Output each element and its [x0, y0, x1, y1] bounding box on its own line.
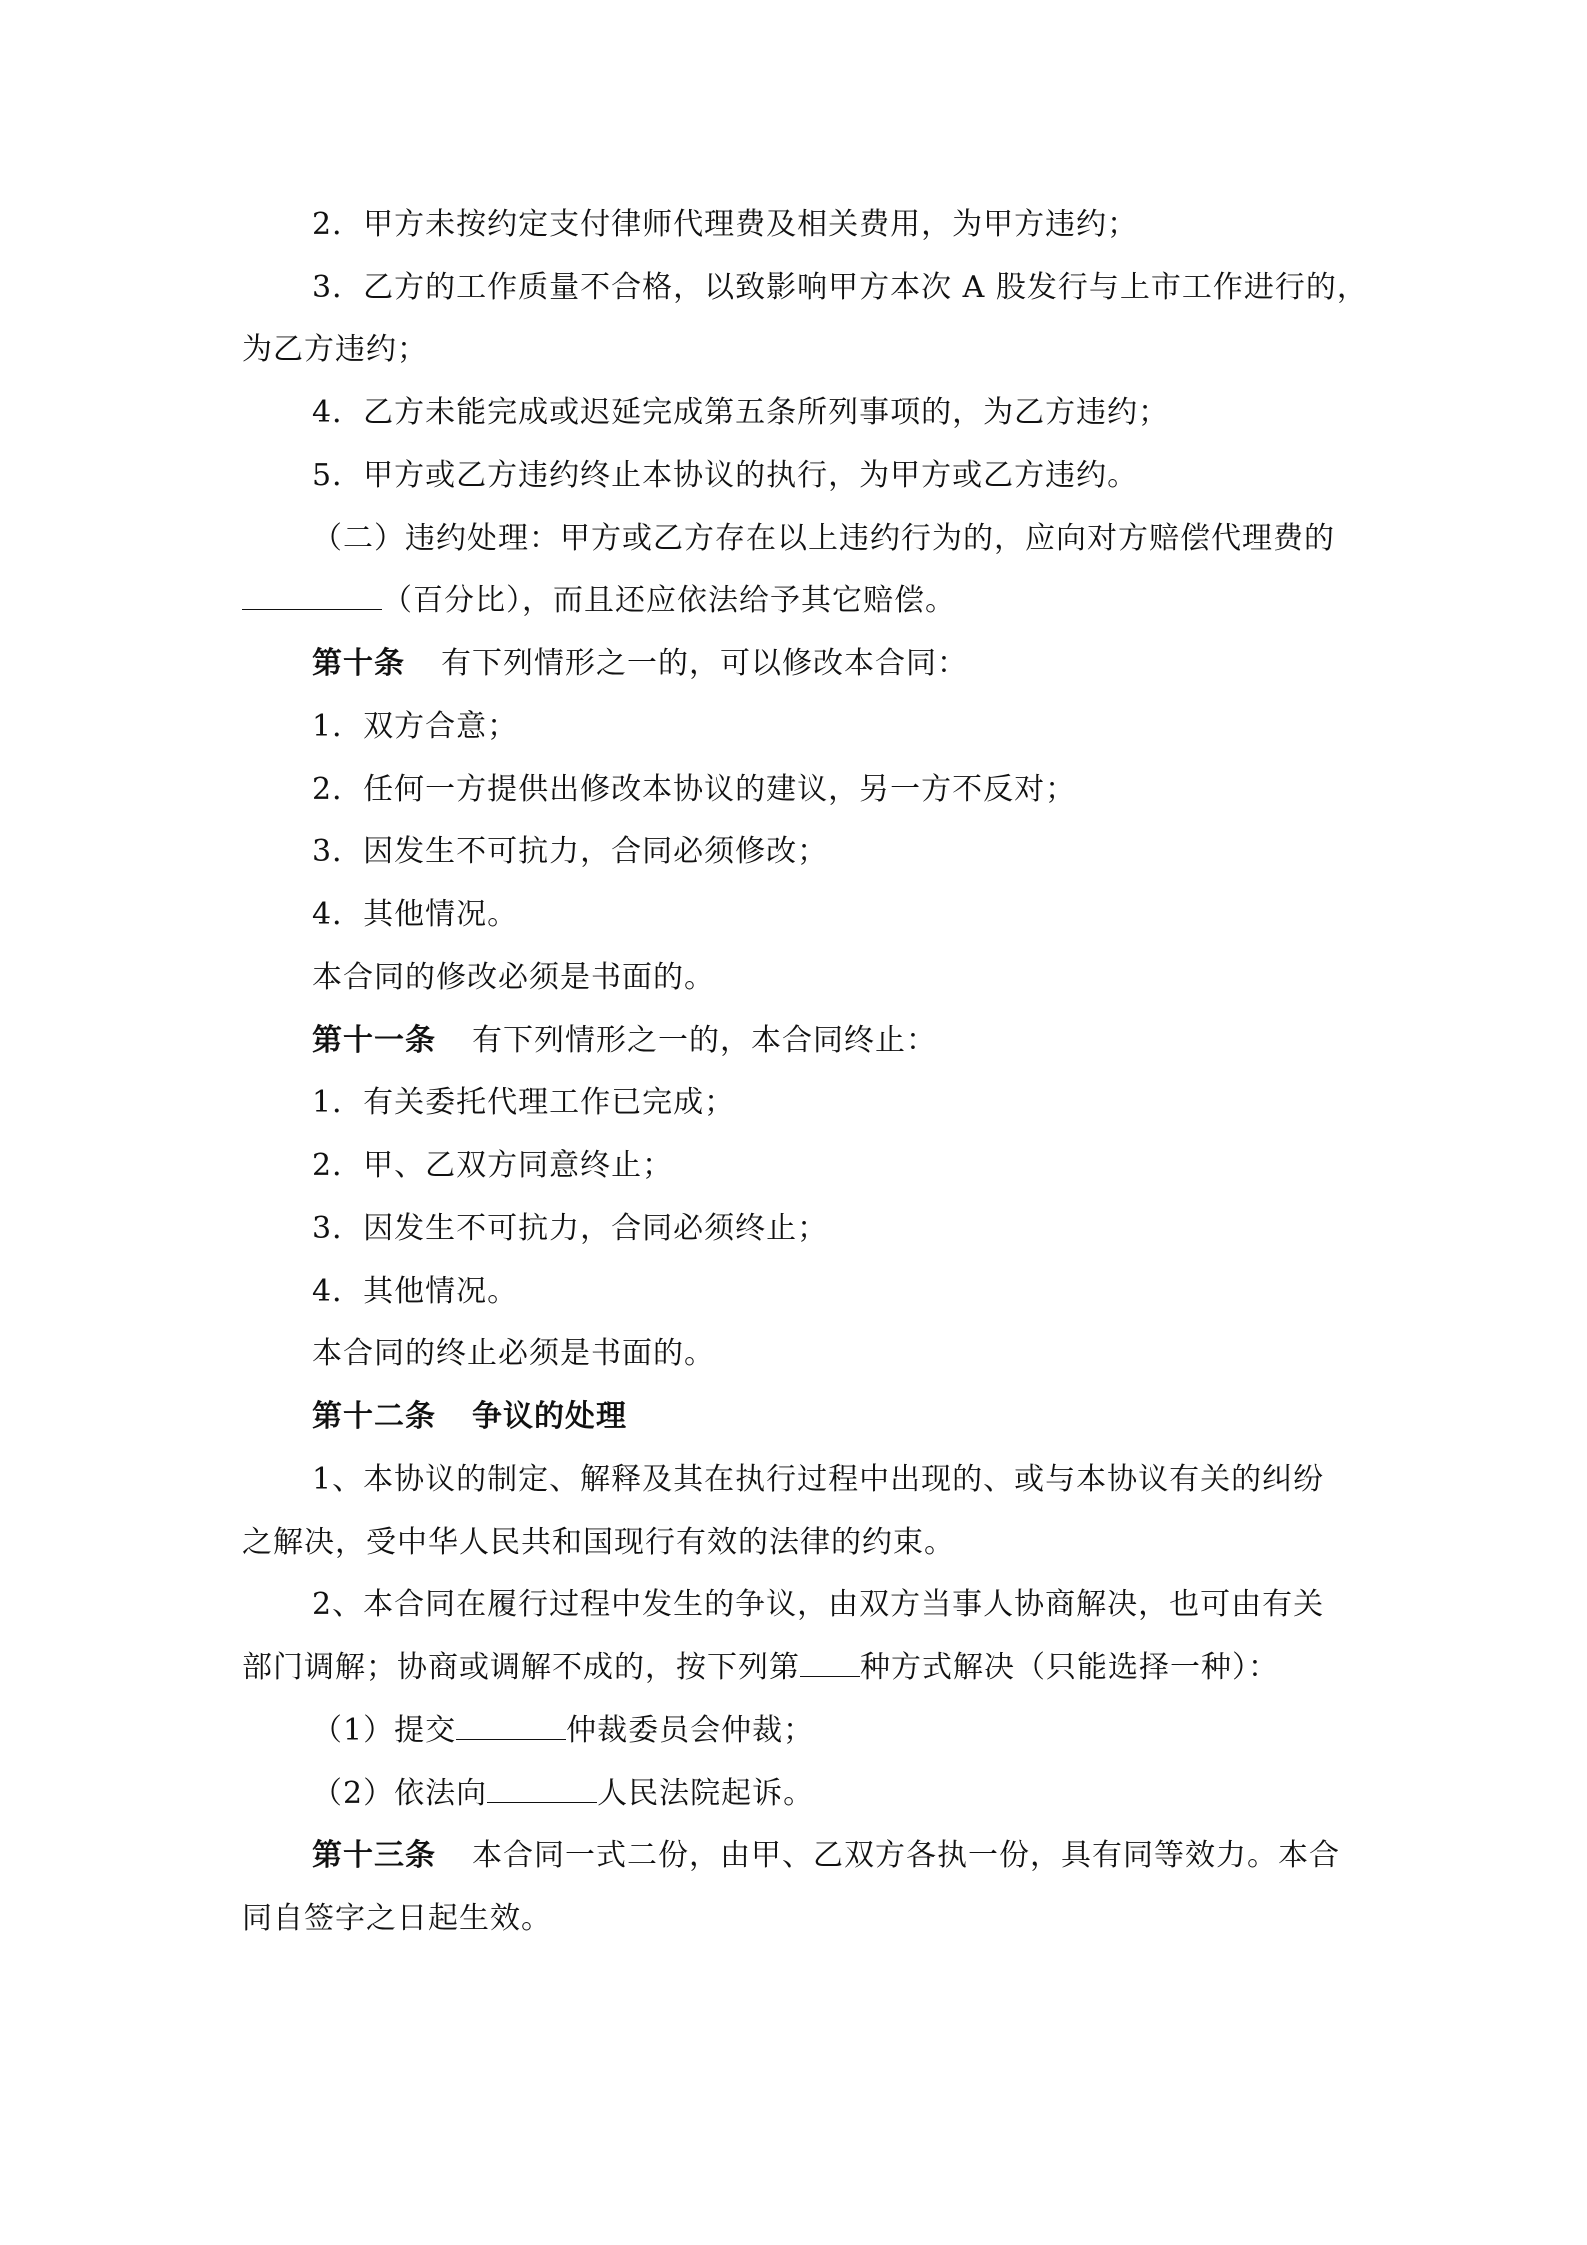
clause-line: 1．双方合意； — [312, 709, 519, 744]
clause-line: 4．乙方未能完成或迟延完成第五条所列事项的，为乙方违约； — [312, 395, 1170, 430]
clause-line: （二）违约处理：甲方或乙方存在以上违约行为的，应向对方赔偿代理费的 — [312, 521, 1335, 556]
article-heading: 第十一条 — [312, 1023, 436, 1058]
clause-text: （1）提交 — [312, 1713, 457, 1748]
clause-line: 2．任何一方提供出修改本协议的建议，另一方不反对； — [312, 772, 1077, 807]
clause-line: 3．因发生不可抗力，合同必须修改； — [312, 834, 829, 869]
clause-line: 为乙方违约； — [242, 332, 428, 367]
clause-line: 4．其他情况。 — [312, 897, 519, 932]
article-text: 本合同一式二份，由甲、乙双方各执一份，具有同等效力。本合 — [472, 1838, 1340, 1873]
arbitration-blank — [456, 1711, 566, 1740]
clause-line: 同自签字之日起生效。 — [242, 1901, 552, 1936]
clause-line — [242, 581, 956, 621]
clause-line: 3．乙方的工作质量不合格，以致影响甲方本次 A 股发行与上市工作进行的， — [312, 270, 1368, 305]
clause-text: 种方式解决（只能选择一种）： — [860, 1650, 1279, 1685]
clause-line: 5．甲方或乙方违约终止本协议的执行，为甲方或乙方违约。 — [312, 458, 1139, 493]
clause-line — [312, 1711, 814, 1751]
article-12 — [312, 1397, 627, 1437]
article-13 — [312, 1836, 1340, 1876]
article-heading: 第十二条 — [312, 1399, 436, 1434]
clause-text: 部门调解；协商或调解不成的，按下列第 — [242, 1650, 800, 1685]
percentage-blank — [242, 581, 382, 610]
clause-text: （2）依法向 — [312, 1776, 488, 1811]
clause-text: （百分比），而且还应依法给予其它赔偿。 — [382, 583, 956, 618]
article-title: 争议的处理 — [472, 1399, 627, 1434]
clause-line: 之解决，受中华人民共和国现行有效的法律的约束。 — [242, 1525, 955, 1560]
clause-line: 1、本协议的制定、解释及其在执行过程中出现的、或与本协议有关的纠纷 — [312, 1462, 1325, 1497]
clause-line: 2、本合同在履行过程中发生的争议，由双方当事人协商解决，也可由有关 — [312, 1587, 1325, 1622]
clause-line: 本合同的终止必须是书面的。 — [312, 1336, 715, 1371]
method-number-blank — [800, 1648, 860, 1677]
article-11 — [312, 1021, 937, 1061]
clause-line: 1．有关委托代理工作已完成； — [312, 1085, 736, 1120]
article-text: 有下列情形之一的，可以修改本合同： — [441, 646, 968, 681]
clause-line: 2．甲方未按约定支付律师代理费及相关费用，为甲方违约； — [312, 207, 1139, 242]
article-text: 有下列情形之一的，本合同终止： — [472, 1023, 937, 1058]
clause-line: 2．甲、乙双方同意终止； — [312, 1148, 674, 1183]
clause-line — [312, 1774, 814, 1814]
clause-line — [242, 1648, 1279, 1688]
clause-text: 人民法院起诉。 — [597, 1776, 815, 1811]
article-heading: 第十条 — [312, 646, 405, 681]
court-blank — [487, 1774, 597, 1803]
clause-line: 3．因发生不可抗力，合同必须终止； — [312, 1211, 829, 1246]
clause-line: 本合同的修改必须是书面的。 — [312, 960, 715, 995]
clause-line: 4．其他情况。 — [312, 1274, 519, 1309]
article-heading: 第十三条 — [312, 1838, 436, 1873]
clause-text: 仲裁委员会仲裁； — [566, 1713, 815, 1748]
article-10 — [312, 644, 968, 684]
